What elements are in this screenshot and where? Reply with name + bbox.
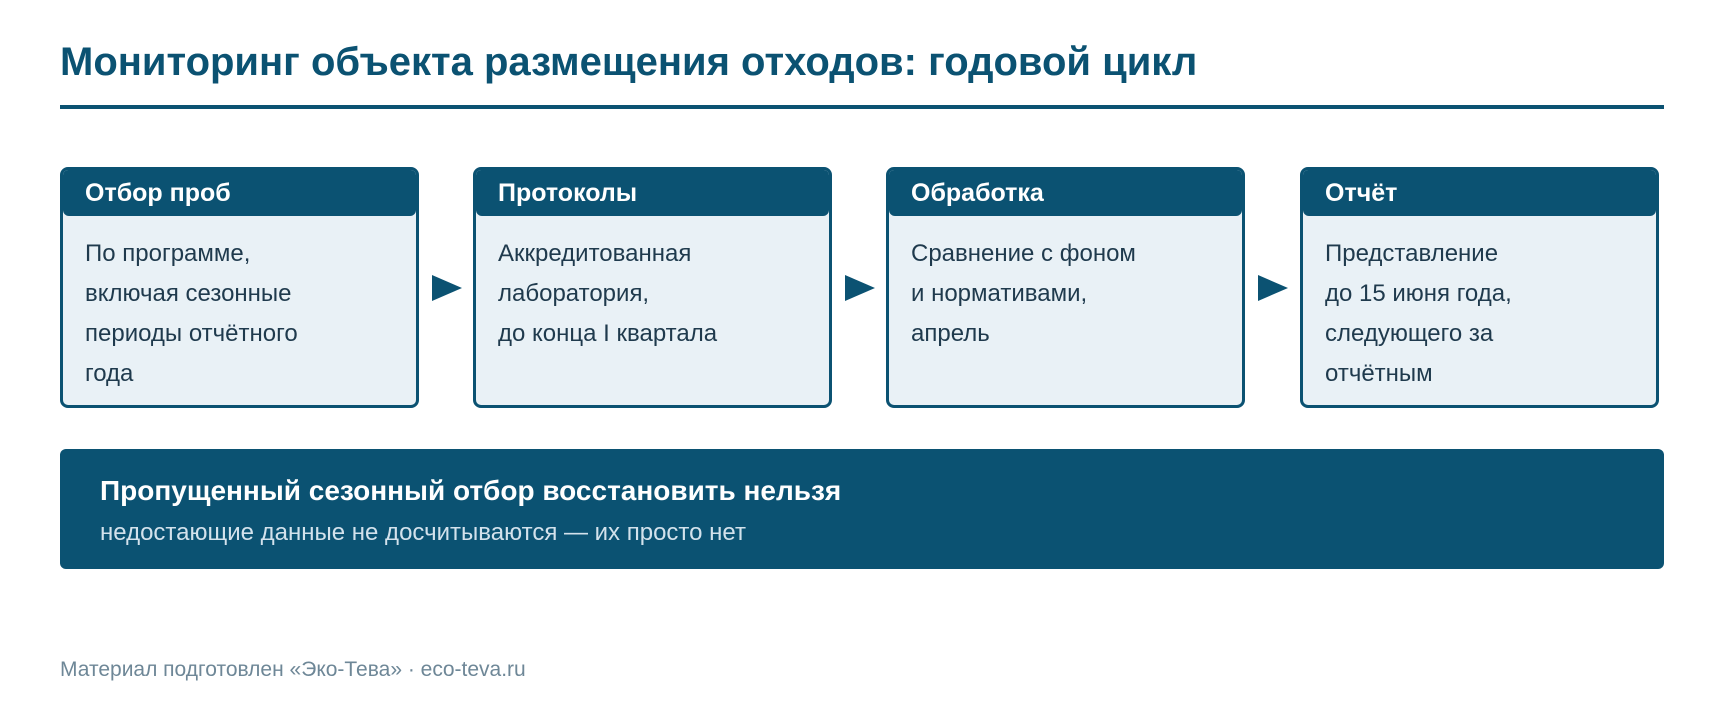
step-card-sampling <box>60 167 419 408</box>
step-card-protocols <box>473 167 832 408</box>
warning-banner <box>60 449 1664 569</box>
step-heading: Протоколы <box>476 170 829 216</box>
step-card-report <box>1300 167 1659 408</box>
banner-title: Пропущенный сезонный отбор восстановить нельзя <box>100 475 842 506</box>
banner-subtitle: недостающие данные не досчитываются — их просто нет <box>100 519 746 546</box>
page-title: Мониторинг объекта размещения отходов: годовой цикл <box>60 40 1198 84</box>
step-description: Сравнение с фоном и нормативами, апрель <box>911 240 1136 347</box>
step-description: По программе, включая сезонные периоды отчётного года <box>85 240 298 387</box>
step-heading: Обработка <box>889 170 1242 216</box>
arrow-right-icon <box>432 275 462 301</box>
step-description: Представление до 15 июня года, следующего за отчётным <box>1325 240 1512 387</box>
step-card-processing <box>886 167 1245 408</box>
title-divider <box>60 105 1664 109</box>
step-heading: Отчёт <box>1303 170 1656 216</box>
footer-credit: Материал подготовлен «Эко-Тева» · eco-teva.ru <box>60 658 526 681</box>
arrow-right-icon <box>845 275 875 301</box>
step-description: Аккредитованная лаборатория, до конца I квартала <box>498 240 718 347</box>
arrow-right-icon <box>1258 275 1288 301</box>
step-heading: Отбор проб <box>63 170 416 216</box>
